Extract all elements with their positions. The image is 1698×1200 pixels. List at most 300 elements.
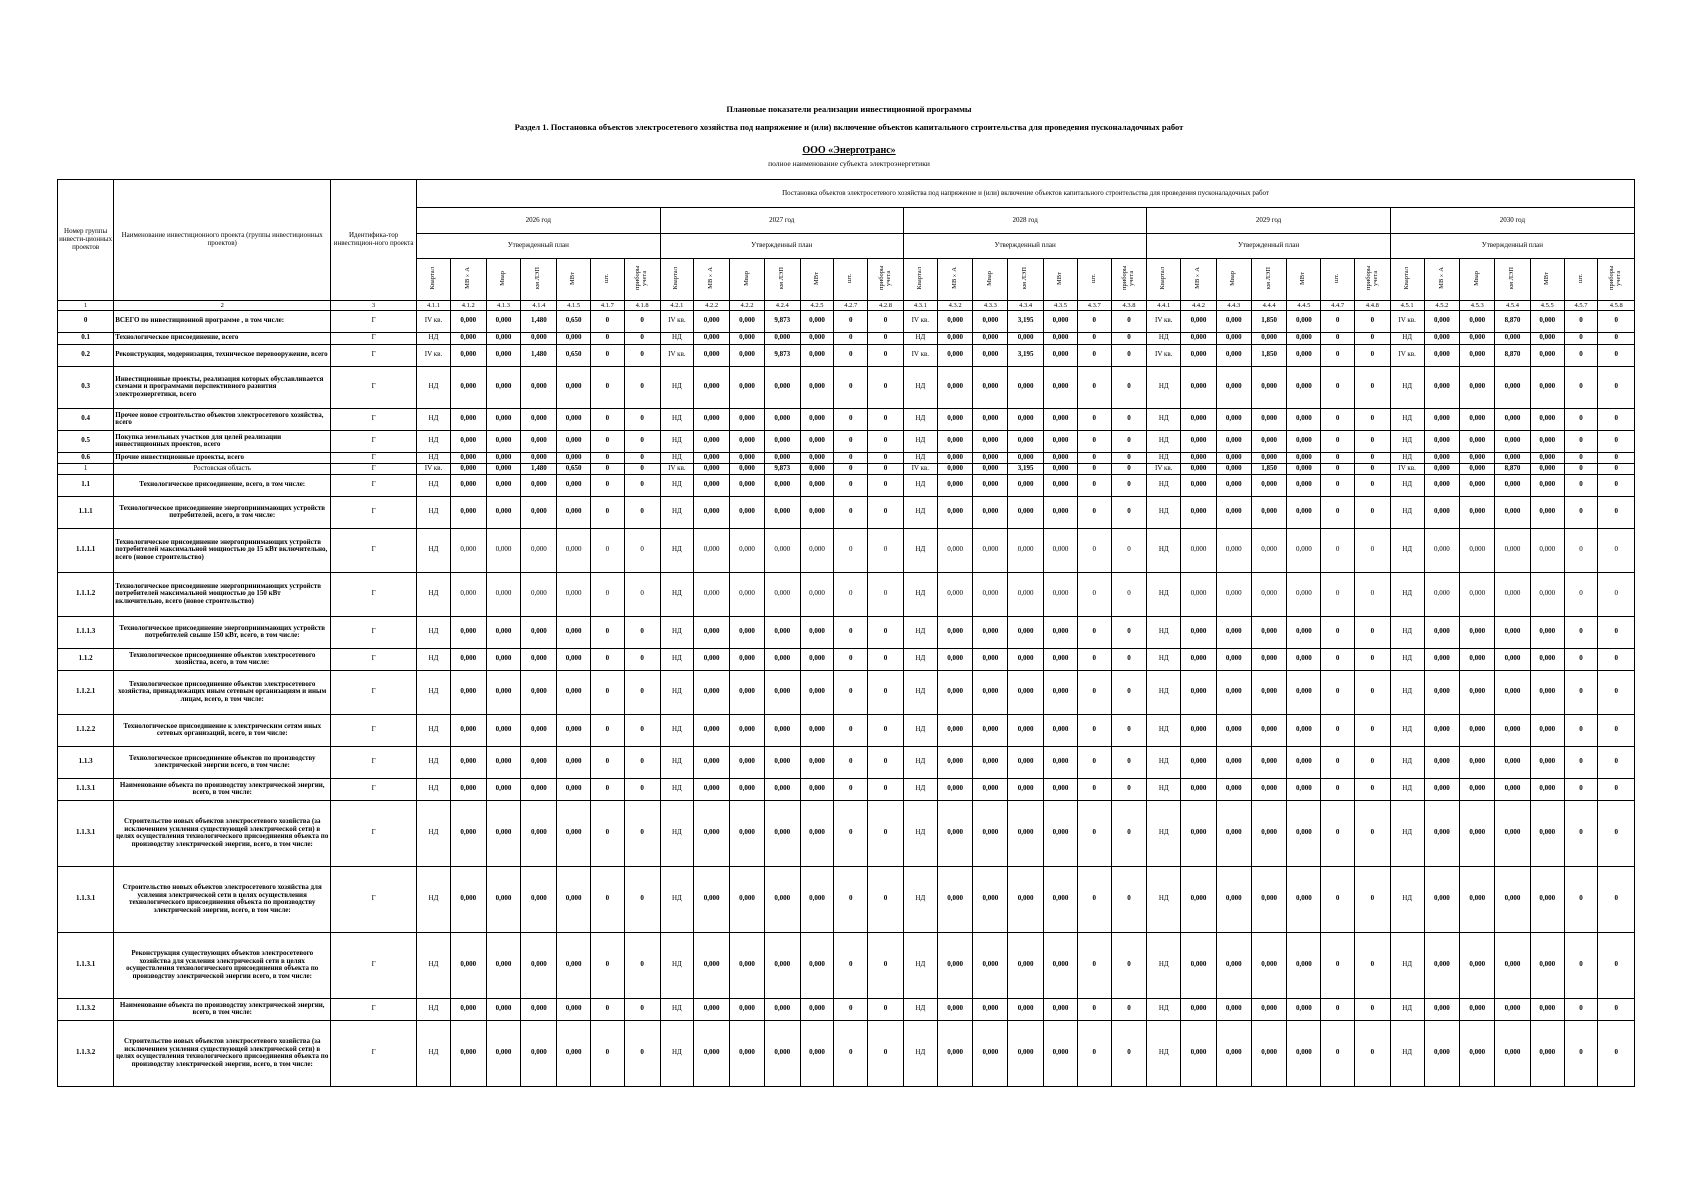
row-value: IV кв. <box>660 344 694 366</box>
header-unit <box>1460 259 1495 301</box>
column-code: 4.3.2 <box>937 300 973 310</box>
row-value: НД <box>1390 998 1424 1020</box>
row-value: 0 <box>1598 714 1635 746</box>
row-value: 0,000 <box>1251 778 1287 800</box>
row-value: 0,000 <box>730 572 765 616</box>
row-value: 0 <box>834 366 868 408</box>
row-value: 0,000 <box>450 366 486 408</box>
row-number: 0.4 <box>58 408 114 430</box>
row-value: 0,000 <box>1460 746 1495 778</box>
row-value: 0,000 <box>1530 778 1564 800</box>
row-value: 0,000 <box>1287 616 1321 648</box>
row-value: 0,000 <box>1044 430 1078 452</box>
row-value: 0,000 <box>1424 572 1460 616</box>
row-value: 0,000 <box>800 670 834 714</box>
row-value: 0,000 <box>1008 746 1044 778</box>
row-name: Технологическое присоединение энергопринимающих устройств потребителей, всего, в том числе: <box>114 496 331 528</box>
table-row <box>58 746 1635 778</box>
row-value: 0,000 <box>800 866 834 932</box>
row-value: 0 <box>590 800 624 866</box>
header-unit <box>1495 259 1531 301</box>
row-value: 0,000 <box>1460 463 1495 474</box>
column-code: 4.2.2 <box>730 300 765 310</box>
row-value: 0,000 <box>450 998 486 1020</box>
row-value: 0,000 <box>973 778 1008 800</box>
row-value: 0,000 <box>937 778 973 800</box>
header-unit-label: шт. <box>602 273 610 283</box>
row-value: 0,000 <box>521 528 557 572</box>
row-value: 0,000 <box>1181 800 1217 866</box>
row-value: НД <box>417 746 451 778</box>
row-value: 0 <box>834 572 868 616</box>
row-number: 1.1.3.1 <box>58 932 114 998</box>
row-value: НД <box>417 714 451 746</box>
row-value: 0 <box>868 714 904 746</box>
row-value: 0,000 <box>1251 430 1287 452</box>
row-value: IV кв. <box>660 463 694 474</box>
table-row <box>58 332 1635 344</box>
row-value: 0,000 <box>1287 714 1321 746</box>
row-value: 0,000 <box>1008 366 1044 408</box>
row-identifier: Г <box>331 746 417 778</box>
row-number: 0 <box>58 310 114 332</box>
row-value: 0,000 <box>557 366 591 408</box>
table-row <box>58 998 1635 1020</box>
row-value: 0,000 <box>1251 474 1287 496</box>
row-value: 0,000 <box>973 648 1008 670</box>
header-unit <box>1390 259 1424 301</box>
row-value: 0,000 <box>450 528 486 572</box>
row-value: 0,000 <box>1495 474 1531 496</box>
row-value: 0 <box>1354 332 1390 344</box>
row-value: 0,000 <box>521 670 557 714</box>
row-value: 0,000 <box>800 332 834 344</box>
table-row <box>58 670 1635 714</box>
row-value: 0 <box>590 572 624 616</box>
table-row <box>58 366 1635 408</box>
row-value: 0,000 <box>694 310 730 332</box>
row-value: 0,000 <box>1216 332 1251 344</box>
row-identifier: Г <box>331 1020 417 1086</box>
row-value: 0,000 <box>973 998 1008 1020</box>
row-value: 0,000 <box>1495 408 1531 430</box>
row-value: 0,000 <box>1044 866 1078 932</box>
row-value: 0 <box>590 528 624 572</box>
row-value: 0,000 <box>937 408 973 430</box>
header-unit-label: МВ×А <box>707 267 715 289</box>
row-value: 0,000 <box>694 528 730 572</box>
row-value: 0,000 <box>450 670 486 714</box>
row-value: 0 <box>834 408 868 430</box>
row-value: 0,000 <box>694 746 730 778</box>
row-value: 0,000 <box>800 430 834 452</box>
row-value: 0,000 <box>450 474 486 496</box>
row-value: 0 <box>624 430 660 452</box>
header-unit <box>1251 259 1287 301</box>
row-value: 0 <box>1598 408 1635 430</box>
row-value: 0,000 <box>1530 714 1564 746</box>
row-value: 0,650 <box>557 463 591 474</box>
row-value: 0,000 <box>1287 408 1321 430</box>
column-code: 4.4.5 <box>1287 300 1321 310</box>
row-name: Технологическое присоединение, всего <box>114 332 331 344</box>
row-value: 0,000 <box>1424 310 1460 332</box>
row-value: 0,000 <box>1181 616 1217 648</box>
row-value: 0,000 <box>1495 866 1531 932</box>
row-value: НД <box>417 496 451 528</box>
row-value: 0 <box>1354 366 1390 408</box>
header-unit <box>800 259 834 301</box>
row-value: 0,000 <box>1251 648 1287 670</box>
header-unit-label: МВт <box>1299 271 1307 285</box>
row-value: 0,000 <box>1251 408 1287 430</box>
row-value: НД <box>417 430 451 452</box>
row-value: 0,000 <box>694 778 730 800</box>
row-value: 0,000 <box>1530 496 1564 528</box>
row-value: 0,000 <box>937 714 973 746</box>
row-value: 0,000 <box>1216 408 1251 430</box>
row-value: НД <box>1147 616 1181 648</box>
row-number: 0.5 <box>58 430 114 452</box>
row-value: 0,000 <box>800 998 834 1020</box>
row-value: 0,000 <box>1495 496 1531 528</box>
row-value: 0 <box>624 1020 660 1086</box>
row-value: 0 <box>1111 572 1147 616</box>
row-value: 0,000 <box>557 998 591 1020</box>
header-unit <box>1354 259 1390 301</box>
row-value: 0,000 <box>1287 648 1321 670</box>
row-value: 0 <box>1321 746 1355 778</box>
row-value: 0,000 <box>973 1020 1008 1086</box>
row-value: 0,000 <box>1008 1020 1044 1086</box>
row-value: 0,000 <box>730 528 765 572</box>
column-code: 4.3.4 <box>1008 300 1044 310</box>
row-identifier: Г <box>331 474 417 496</box>
row-value: 0,000 <box>521 366 557 408</box>
row-value: НД <box>417 998 451 1020</box>
row-value: 0,000 <box>450 496 486 528</box>
header-unit <box>937 259 973 301</box>
header-year: 2026 год <box>417 208 660 234</box>
row-value: 0 <box>868 366 904 408</box>
header-unit <box>730 259 765 301</box>
row-value: 0,000 <box>1530 332 1564 344</box>
header-super: Постановка объектов электросетевого хозяйства под напряжение и (или) включение объектов капитального строительства для проведения пусконаладочных работ <box>417 180 1635 208</box>
header-unit-label: приборы учета <box>634 265 649 291</box>
row-value: 8,870 <box>1495 310 1531 332</box>
row-value: 0 <box>1077 670 1111 714</box>
row-value: 0 <box>1077 1020 1111 1086</box>
row-value: 0 <box>1598 1020 1635 1086</box>
row-value: 0,000 <box>1495 1020 1531 1086</box>
row-value: 0 <box>1598 463 1635 474</box>
row-value: НД <box>903 746 937 778</box>
row-value: 0,000 <box>486 572 521 616</box>
row-value: НД <box>903 800 937 866</box>
row-value: 0,000 <box>1424 366 1460 408</box>
row-value: 3,195 <box>1008 463 1044 474</box>
row-value: 0,000 <box>1181 932 1217 998</box>
row-value: 0,000 <box>1424 648 1460 670</box>
row-identifier: Г <box>331 572 417 616</box>
header-unit <box>660 259 694 301</box>
row-value: 0,000 <box>764 800 800 866</box>
row-value: 0,000 <box>694 866 730 932</box>
row-value: 0 <box>1354 474 1390 496</box>
row-value: 0,000 <box>1424 714 1460 746</box>
row-value: 0 <box>1564 778 1598 800</box>
row-value: НД <box>660 408 694 430</box>
row-value: 0 <box>1077 366 1111 408</box>
row-value: 0,000 <box>937 430 973 452</box>
row-value: 0,000 <box>1495 932 1531 998</box>
row-name: Покупка земельных участков для целей реализации инвестиционных проектов, всего <box>114 430 331 452</box>
row-name: Технологическое присоединение энергопринимающих устройств потребителей максимальной мощностью до 150 кВт включительно, всего (новое строительство) <box>114 572 331 616</box>
header-unit <box>624 259 660 301</box>
row-value: 0,000 <box>973 616 1008 648</box>
row-value: 0,000 <box>1251 746 1287 778</box>
row-value: 0,000 <box>973 332 1008 344</box>
row-value: НД <box>1147 714 1181 746</box>
row-value: 0 <box>1077 746 1111 778</box>
row-identifier: Г <box>331 648 417 670</box>
header-unit <box>1598 259 1635 301</box>
row-value: 0,000 <box>937 800 973 866</box>
row-value: 0,000 <box>973 528 1008 572</box>
row-value: 0,000 <box>730 452 765 463</box>
row-identifier: Г <box>331 366 417 408</box>
row-name: Прочие инвестиционные проекты, всего <box>114 452 331 463</box>
row-value: 0,000 <box>486 714 521 746</box>
row-value: 0 <box>1321 474 1355 496</box>
row-value: 0 <box>1321 344 1355 366</box>
row-value: 0,000 <box>937 528 973 572</box>
table-row <box>58 496 1635 528</box>
row-value: 0,000 <box>800 778 834 800</box>
row-value: 0,000 <box>486 332 521 344</box>
row-value: НД <box>1147 430 1181 452</box>
row-value: 0 <box>834 474 868 496</box>
header-year: 2028 год <box>903 208 1146 234</box>
column-code: 4.5.7 <box>1564 300 1598 310</box>
row-value: 0 <box>1354 746 1390 778</box>
row-value: 0 <box>868 800 904 866</box>
row-number: 0.1 <box>58 332 114 344</box>
row-value: 0,000 <box>694 998 730 1020</box>
row-value: 0,000 <box>1424 866 1460 932</box>
row-value: 0,000 <box>557 496 591 528</box>
column-code: 4.3.7 <box>1077 300 1111 310</box>
row-value: 0,000 <box>1460 408 1495 430</box>
row-value: НД <box>1390 452 1424 463</box>
row-number: 1.1.3.2 <box>58 998 114 1020</box>
row-name: Технологическое присоединение объектов по производству электрической энергии всего, в том числе: <box>114 746 331 778</box>
row-value: 0,000 <box>1424 1020 1460 1086</box>
header-plan: Утвержденный план <box>903 234 1146 259</box>
row-value: 0 <box>1111 528 1147 572</box>
row-value: 0 <box>1598 310 1635 332</box>
row-value: 0 <box>1321 528 1355 572</box>
row-value: 3,195 <box>1008 310 1044 332</box>
row-value: 0 <box>624 800 660 866</box>
row-value: НД <box>1390 932 1424 998</box>
row-value: 0,000 <box>450 932 486 998</box>
row-value: 0,000 <box>694 366 730 408</box>
row-value: НД <box>1390 474 1424 496</box>
row-value: 0,000 <box>1530 572 1564 616</box>
row-value: 0,000 <box>1530 1020 1564 1086</box>
column-code: 4.3.3 <box>973 300 1008 310</box>
row-value: 0 <box>834 648 868 670</box>
row-value: 0 <box>1111 648 1147 670</box>
row-value: IV кв. <box>417 463 451 474</box>
row-value: 0 <box>624 778 660 800</box>
row-value: 0,000 <box>1216 474 1251 496</box>
table-row <box>58 1020 1635 1086</box>
row-value: 0,000 <box>557 778 591 800</box>
row-value: 0,000 <box>1216 1020 1251 1086</box>
row-value: 0,000 <box>694 496 730 528</box>
row-value: 0,000 <box>1216 800 1251 866</box>
header-unit <box>1216 259 1251 301</box>
row-value: 0 <box>1111 408 1147 430</box>
row-value: 0 <box>834 496 868 528</box>
row-value: 0 <box>1564 616 1598 648</box>
row-value: 0,000 <box>730 866 765 932</box>
row-value: 0,000 <box>730 332 765 344</box>
header-unit <box>1424 259 1460 301</box>
header-unit <box>1321 259 1355 301</box>
row-value: 0 <box>868 616 904 648</box>
row-value: 0 <box>1354 670 1390 714</box>
row-value: 0,000 <box>694 616 730 648</box>
row-value: 0,000 <box>486 408 521 430</box>
row-value: 0,000 <box>1287 800 1321 866</box>
header-unit-label: МВт <box>569 271 577 285</box>
row-value: 0,000 <box>1495 528 1531 572</box>
row-value: 0,000 <box>1530 616 1564 648</box>
row-value: НД <box>660 616 694 648</box>
row-value: 0 <box>1321 998 1355 1020</box>
row-value: 0,000 <box>1424 746 1460 778</box>
row-value: 0,000 <box>1008 932 1044 998</box>
row-value: 0,000 <box>1216 714 1251 746</box>
row-value: 0,000 <box>800 474 834 496</box>
row-value: 0 <box>1564 866 1598 932</box>
row-value: 0,000 <box>557 430 591 452</box>
row-name: Технологическое присоединение объектов электросетевого хозяйства, принадлежащих иным сетевым организациям и иным лицам, всего, в том числе: <box>114 670 331 714</box>
row-value: 0 <box>1077 714 1111 746</box>
header-plan: Утвержденный план <box>660 234 903 259</box>
row-value: 0 <box>624 932 660 998</box>
row-value: 0 <box>590 670 624 714</box>
row-value: 0,000 <box>1216 932 1251 998</box>
row-value: 0 <box>1598 616 1635 648</box>
row-value: 0,000 <box>1008 528 1044 572</box>
row-value: 0 <box>1564 800 1598 866</box>
row-value: 0,000 <box>1287 310 1321 332</box>
row-value: 0,000 <box>1530 452 1564 463</box>
row-value: 0,000 <box>486 452 521 463</box>
row-value: 0,000 <box>730 746 765 778</box>
company-name: ООО «Энерготранс» <box>802 145 896 156</box>
row-value: 0 <box>834 528 868 572</box>
row-number: 1 <box>58 463 114 474</box>
row-value: 0 <box>1321 616 1355 648</box>
row-value: 0,000 <box>521 932 557 998</box>
row-value: 0,000 <box>937 366 973 408</box>
row-value: 0,000 <box>1251 1020 1287 1086</box>
row-value: 0,000 <box>1216 310 1251 332</box>
row-name: Ростовская область <box>114 463 331 474</box>
row-value: 0,000 <box>521 714 557 746</box>
row-value: 0,000 <box>800 408 834 430</box>
row-value: 0 <box>590 408 624 430</box>
row-value: 0,000 <box>1008 496 1044 528</box>
row-value: 0,000 <box>521 474 557 496</box>
row-value: 0,000 <box>1287 452 1321 463</box>
row-value: НД <box>903 474 937 496</box>
row-value: 0,000 <box>1044 932 1078 998</box>
row-value: 0,000 <box>486 800 521 866</box>
row-value: 0,000 <box>521 746 557 778</box>
row-value: 0,000 <box>973 670 1008 714</box>
row-value: НД <box>1390 670 1424 714</box>
row-value: НД <box>903 496 937 528</box>
row-value: НД <box>1390 648 1424 670</box>
header-unit <box>1008 259 1044 301</box>
header-unit-label: Квартал <box>429 266 437 290</box>
row-value: 0 <box>1111 800 1147 866</box>
row-value: 0 <box>1354 1020 1390 1086</box>
row-identifier: Г <box>331 800 417 866</box>
row-number: 1.1.3.1 <box>58 778 114 800</box>
row-value: 0,000 <box>730 463 765 474</box>
header-unit <box>1530 259 1564 301</box>
row-name: Строительство новых объектов электросетевого хозяйства для усиления электрической сети в целях осуществления технологического присоединения объекта по производству электрической энергии, всего, в том числе: <box>114 866 331 932</box>
row-value: 0,000 <box>1181 496 1217 528</box>
row-value: 0,000 <box>450 572 486 616</box>
column-code: 4.2.5 <box>800 300 834 310</box>
column-code: 4.3.8 <box>1111 300 1147 310</box>
row-value: НД <box>417 408 451 430</box>
row-name: Технологическое присоединение объектов электросетевого хозяйства, всего, в том числе: <box>114 648 331 670</box>
row-value: НД <box>417 778 451 800</box>
row-value: 0,000 <box>1460 366 1495 408</box>
row-value: 0,000 <box>937 998 973 1020</box>
header-plan: Утвержденный план <box>1390 234 1634 259</box>
header-unit-label: шт. <box>846 273 854 283</box>
row-value: 1,480 <box>521 463 557 474</box>
row-value: 0 <box>834 310 868 332</box>
row-value: 0,000 <box>800 932 834 998</box>
header-unit-label: Мвар <box>985 270 993 286</box>
row-value: 0 <box>1354 463 1390 474</box>
column-number: 2 <box>114 300 331 310</box>
row-value: 0,000 <box>450 463 486 474</box>
row-value: 0,000 <box>730 932 765 998</box>
row-identifier: Г <box>331 528 417 572</box>
row-value: 0,000 <box>1044 572 1078 616</box>
row-value: 0,000 <box>973 344 1008 366</box>
row-value: 0,000 <box>730 616 765 648</box>
row-value: 0 <box>1598 366 1635 408</box>
row-value: 0,000 <box>764 778 800 800</box>
section-title: Раздел 1. Постановка объектов электросетевого хозяйства под напряжение и (или) включение объектов капитального строительства для проведения пусконаладочных работ <box>514 122 1184 132</box>
row-value: 0 <box>1111 616 1147 648</box>
row-value: 0 <box>590 648 624 670</box>
table-row <box>58 463 1635 474</box>
